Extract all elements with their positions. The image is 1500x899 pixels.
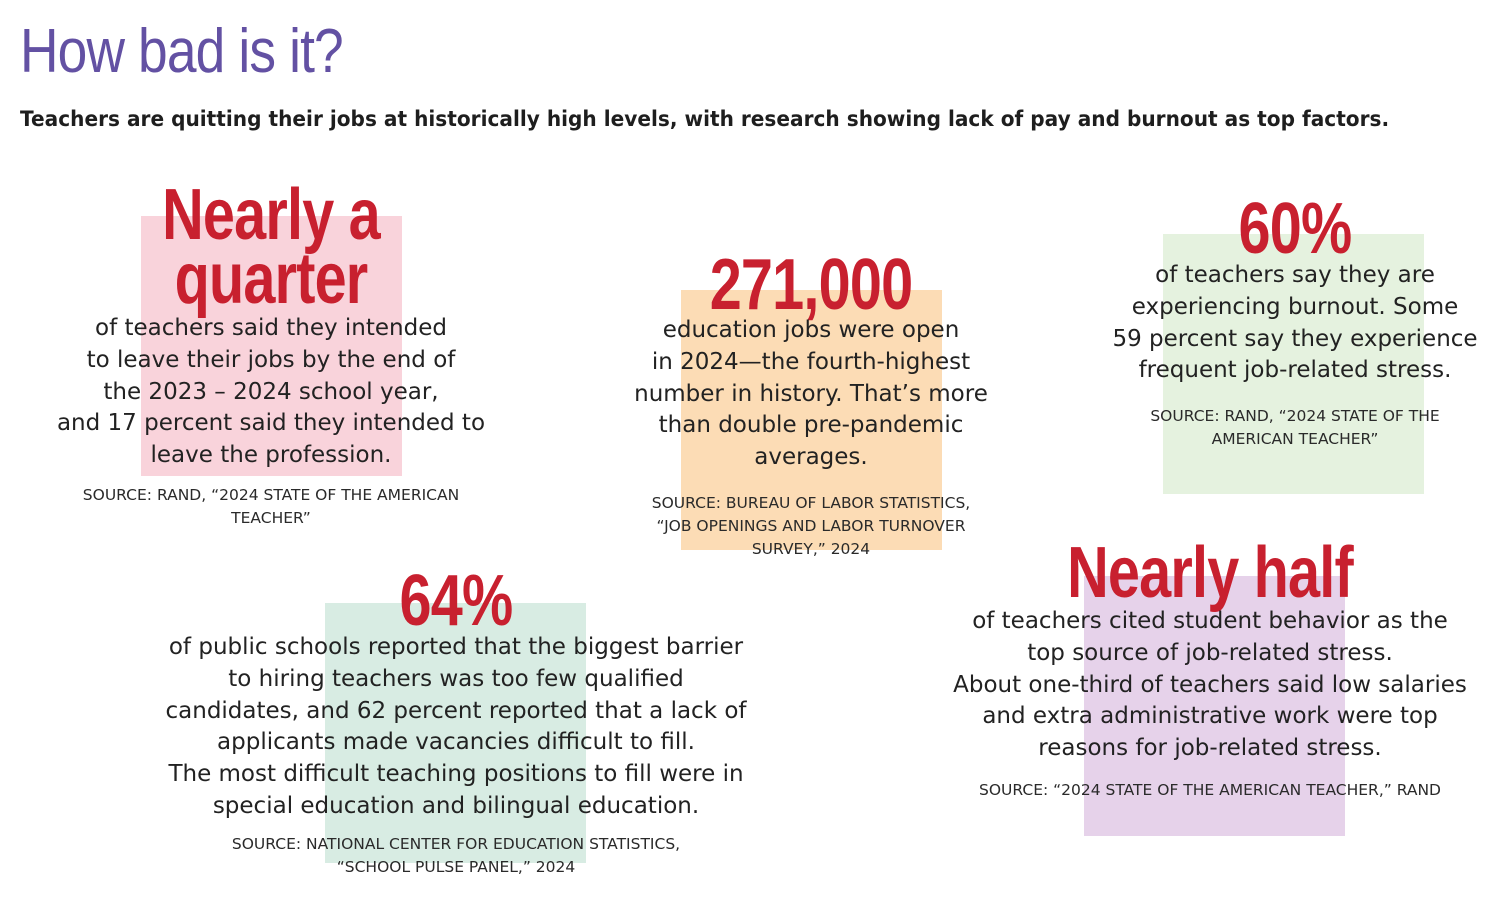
body-line: 59 percent say they experience	[1112, 325, 1478, 352]
stat-headline-quarter	[71, 175, 471, 319]
source-line: TEACHER”	[231, 509, 311, 527]
source-line: “SCHOOL PULSE PANEL,” 2024	[336, 858, 576, 876]
source-line: SOURCE: BUREAU OF LABOR STATISTICS,	[651, 494, 971, 512]
headline-line: 64%	[399, 561, 513, 641]
stat-source-nearly-half	[910, 779, 1500, 802]
stat-headline-64-percent	[256, 561, 656, 641]
source-line: SOURCE: “2024 STATE OF THE AMERICAN TEACHER,” RAND	[979, 781, 1441, 799]
body-line: than double pre-pandemic	[658, 412, 964, 439]
stat-headline-60-percent	[1095, 189, 1495, 269]
body-line: number in history. That’s more	[634, 380, 988, 407]
body-line: reasons for job-related stress.	[1038, 735, 1382, 762]
body-line: in 2024—the fourth-highest	[651, 348, 971, 375]
body-line: of teachers cited student behavior as the	[972, 608, 1448, 634]
source-line: SOURCE: RAND, “2024 STATE OF THE	[1150, 407, 1440, 425]
body-line: of teachers said they intended	[95, 315, 447, 341]
stat-headline-271000	[611, 245, 1011, 325]
stat-body-nearly-half	[910, 606, 1500, 765]
source-line: “JOB OPENINGS AND LABOR TURNOVER	[656, 517, 966, 535]
stat-body-271000	[561, 315, 1061, 474]
body-line: top source of job-related stress.	[1027, 639, 1393, 666]
stat-body-quarter	[21, 313, 521, 472]
body-line: frequent job-related stress.	[1138, 357, 1452, 384]
headline-line: 271,000	[709, 245, 913, 325]
page-title: How bad is it?	[20, 17, 343, 86]
stat-headline-nearly-half	[960, 533, 1460, 613]
stat-body-64-percent	[106, 632, 806, 823]
source-line: AMERICAN TEACHER”	[1211, 430, 1379, 448]
headline-line: 60%	[1238, 189, 1352, 269]
body-line: applicants made vacancies difficult to fill.	[217, 729, 695, 756]
stat-source-quarter	[21, 484, 521, 530]
body-line: special education and bilingual education.	[212, 792, 700, 819]
headline-line: Nearly half	[1067, 533, 1353, 613]
body-line: of public schools reported that the biggest barrier	[168, 634, 744, 660]
body-line: candidates, and 62 percent reported that a lack of	[165, 697, 747, 724]
stat-source-60-percent	[1045, 405, 1500, 451]
body-line: leave the profession.	[150, 442, 392, 469]
body-line: and 17 percent said they intended to	[56, 410, 486, 437]
headline-line: quarter	[174, 239, 368, 319]
body-line: to leave their jobs by the end of	[86, 346, 456, 373]
body-line: education jobs were open	[662, 317, 960, 343]
page-subtitle: Teachers are quitting their jobs at historically high levels, with research showing lack of pay and burnout as top factors.	[20, 107, 1390, 132]
headline-line: Nearly a	[162, 175, 380, 255]
body-line: averages.	[754, 444, 868, 471]
body-line: The most difficult teaching positions to fill were in	[168, 761, 744, 788]
source-line: SOURCE: NATIONAL CENTER FOR EDUCATION STATISTICS,	[231, 835, 681, 853]
stat-body-60-percent	[1045, 260, 1500, 387]
body-line: and extra administrative work were top	[982, 703, 1438, 730]
body-line: experiencing burnout. Some	[1131, 293, 1459, 320]
body-line: of teachers say they are	[1155, 262, 1435, 288]
source-line: SOURCE: RAND, “2024 STATE OF THE AMERICAN	[82, 486, 460, 504]
body-line: to hiring teachers was too few qualified	[228, 665, 684, 692]
body-line: About one-third of teachers said low salaries	[953, 671, 1467, 698]
stat-source-64-percent	[156, 833, 756, 879]
body-line: the 2023 – 2024 school year,	[103, 378, 439, 405]
source-line: SURVEY,” 2024	[751, 540, 871, 558]
